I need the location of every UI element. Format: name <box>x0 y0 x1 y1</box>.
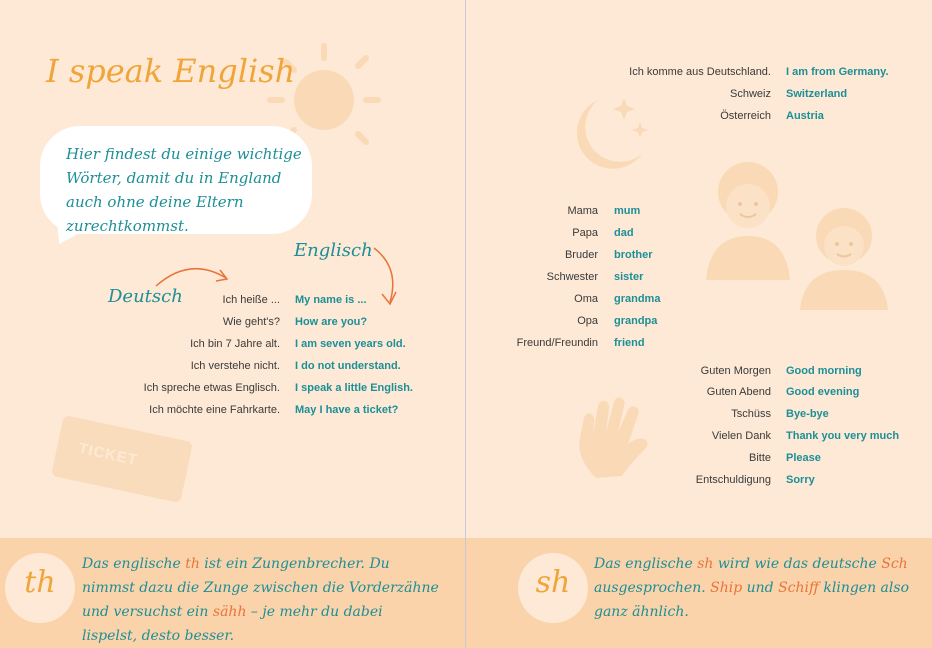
arrow-icon <box>150 256 240 292</box>
tip-text-part: Das englische <box>594 556 698 572</box>
family-en: brother <box>614 249 653 261</box>
phrase-en: I am seven years old. <box>295 338 406 350</box>
arrow-icon <box>366 244 406 308</box>
phrase-en: May I have a ticket? <box>295 404 399 416</box>
country-de: Ich komme aus Deutschland. <box>629 66 771 78</box>
tip-text-part: ausgesprochen. <box>594 580 711 596</box>
phrase-en: I speak a little English. <box>295 382 413 394</box>
tip-text <box>82 552 442 648</box>
ticket-text: TICKET <box>76 439 140 470</box>
phrase-de: Ich verstehe nicht. <box>190 360 280 372</box>
phrase-en: How are you? <box>295 316 368 328</box>
family-de: Oma <box>574 293 598 305</box>
greeting-de: Bitte <box>748 452 771 464</box>
family-de: Freund/Freundin <box>516 337 598 349</box>
greeting-en: Bye-bye <box>786 408 829 420</box>
family-de: Bruder <box>564 249 598 261</box>
greeting-en: Sorry <box>786 474 815 486</box>
country-en: Austria <box>786 110 824 122</box>
greeting-de: Guten Morgen <box>700 365 771 377</box>
country-en: I am from Germany. <box>786 66 889 78</box>
family-en: grandma <box>614 293 661 305</box>
phrase-en: My name is ... <box>295 294 367 306</box>
phrase-en: I do not understand. <box>295 360 401 372</box>
page-title: I speak English <box>46 52 296 90</box>
family-en: sister <box>614 271 644 283</box>
boy-icon <box>794 200 894 312</box>
tip-highlight: Schiff <box>778 580 819 596</box>
family-en: friend <box>614 337 645 349</box>
phrase-de: Ich bin 7 Jahre alt. <box>190 338 280 350</box>
tip-highlight: Sch <box>881 556 908 572</box>
label-english: Englisch <box>294 240 373 261</box>
tip-text-part: ist ein Zungenbrecher. Du nimmst dazu die Zunge zwischen die Vorderzähne und versuchst ein <box>82 556 439 620</box>
tip-text-part: – je mehr du dabei lispelst, desto besser. <box>82 604 383 644</box>
greeting-de: Guten Abend <box>706 386 771 398</box>
label-german: Deutsch <box>108 286 183 307</box>
grandma-icon <box>700 156 796 282</box>
moon-stars-icon <box>558 92 658 176</box>
tip-highlight: th <box>185 556 200 572</box>
family-de: Schwester <box>546 271 598 283</box>
family-de: Opa <box>577 315 598 327</box>
phrase-de: Wie geht's? <box>222 316 280 328</box>
greeting-en: Thank you very much <box>786 430 900 442</box>
greeting-de: Tschüss <box>731 408 771 420</box>
country-de: Österreich <box>720 110 771 122</box>
tip-text-part: Das englische <box>82 556 186 572</box>
family-en: mum <box>614 205 641 217</box>
phrase-de: Ich möchte eine Fahrkarte. <box>149 404 280 416</box>
tip-highlight: Ship <box>710 580 743 596</box>
bubble-text: Hier findest du einige wichtige Wörter, damit du in England auch ohne deine Eltern zurechtkommst. <box>66 145 302 235</box>
family-en: grandpa <box>614 315 658 327</box>
greeting-en: Good morning <box>786 365 862 377</box>
tip-text <box>594 552 914 624</box>
tip-highlight: sähh <box>212 604 247 620</box>
country-en: Switzerland <box>786 88 848 100</box>
greeting-de: Vielen Dank <box>711 430 771 442</box>
family-de: Papa <box>572 227 598 239</box>
phrase-de: Ich heiße ... <box>222 294 280 306</box>
greeting-en: Good evening <box>786 386 860 398</box>
tip-text-part: und <box>742 580 779 596</box>
greeting-de: Entschuldigung <box>695 474 771 486</box>
family-en: dad <box>614 227 634 239</box>
tip-text-part: wird wie das deutsche <box>713 556 882 572</box>
family-de: Mama <box>567 205 598 217</box>
tip-highlight: sh <box>697 556 714 572</box>
waving-hand-icon <box>566 388 662 484</box>
phrase-de: Ich spreche etwas Englisch. <box>143 382 280 394</box>
tip-letters: th <box>24 565 56 600</box>
tip-letters: sh <box>535 565 571 600</box>
greeting-en: Please <box>786 452 821 464</box>
country-de: Schweiz <box>730 88 771 100</box>
tip-text-part: klingen also ganz ähnlich. <box>594 580 909 620</box>
right-page <box>466 0 932 648</box>
